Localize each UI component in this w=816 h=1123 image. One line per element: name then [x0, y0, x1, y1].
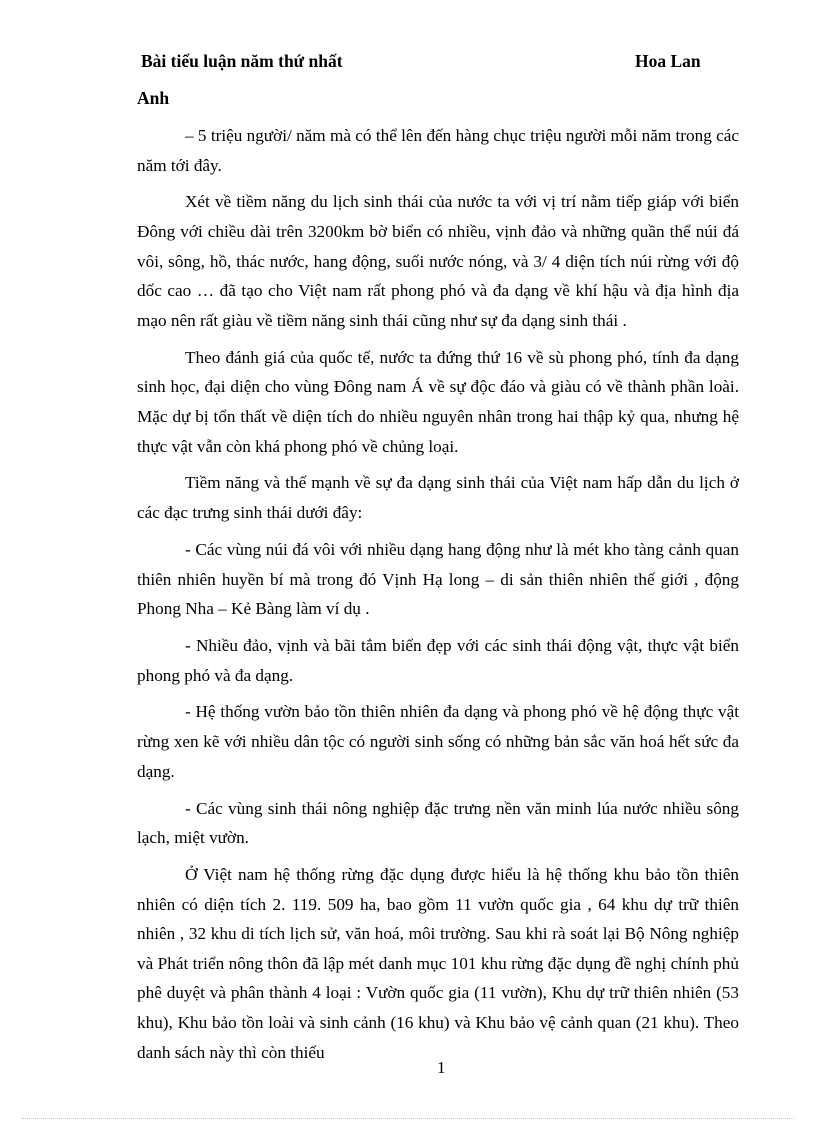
header-author: Hoa Lan	[635, 51, 701, 71]
header-author-continued: Anh	[137, 88, 170, 108]
paragraph: – 5 triệu người/ năm mà có thể lên đến hàng chục triệu người mỗi năm trong các năm tới đây.	[137, 126, 739, 175]
bullet-paragraph: - Nhiều đảo, vịnh và bãi tắm biển đẹp với các sinh thái động vật, thực vật biển phong phó và đa dạng.	[137, 635, 739, 685]
page-divider	[22, 1118, 794, 1119]
paragraph: Theo đánh giá của quốc tế, nước ta đứng thứ 16 về sù phong phó, tính đa dạng sinh học, đại diện cho vùng Đông nam Á về sự độc đáo và giàu có về thành phần loài. Mặc dự bị tổn thất về diện tích do nhiều nguyên nhân trong hai thập kỷ qua, nhưng hệ thực vật vẫn còn khá phong phó về chủng loại.	[137, 347, 739, 456]
paragraph: Tiềm năng và thế mạnh về sự đa dạng sinh thái của Việt nam hấp dẫn du lịch ở các đạc trưng sinh thái dưới đây:	[137, 473, 739, 523]
bullet-paragraph: - Các vùng núi đá vôi với nhiều dạng hang động như là mét kho tàng cảnh quan thiên nhiên huyền bí mà trong đó Vịnh Hạ long – di sản thiên nhiên thế giới , động Phong Nha – Kẻ Bàng làm ví dụ .	[137, 539, 739, 619]
bullet-paragraph: - Các vùng sinh thái nông nghiệp đặc trưng nền văn minh lúa nước nhiều sông lạch, miệt vườn.	[137, 798, 739, 848]
paragraph: Ở Việt nam hệ thống rừng đặc dụng được hiểu là hệ thống khu bảo tồn thiên nhiên có diện tích 2. 119. 509 ha, bao gồm 11 vườn quốc gia , 64 khu dự trữ thiên nhiên , 32 khu di tích lịch sử, văn hoá, môi trường. Sau khi rà soát lại Bộ Nông nghiệp và Phát triển nông thôn đã lập mét danh mục 101 khu rừng đặc dụng đề nghị chính phủ phê duyệt và phân thành 4 loại : Vườn quốc gia (11 vườn), Khu dự trữ thiên nhiên (53 khu), Khu bảo tồn loài và sinh cảnh (16 khu) và Khu bảo vệ cảnh quan (21 khu). Theo danh sách này thì còn thiếu	[137, 865, 739, 1062]
header-title: Bài tiểu luận năm thứ nhất	[141, 51, 343, 71]
paragraph: Xét về tiềm năng du lịch sinh thái của nước ta với vị trí nằm tiếp giáp với biển Đông với chiều dài trên 3200km bờ biển có nhiều, vịnh đảo và những quần thể núi đá vôi, sông, hồ, thác nước, hang động, suối nước nóng, và 3/ 4 diện tích núi rừng với độ dốc cao … đã tạo cho Việt nam rất phong phó và đa dạng về khí hậu và địa hình địa mạo nên rất giàu về tiềm năng sinh thái cũng như sự đa dạng sinh thái .	[137, 192, 739, 330]
bullet-paragraph: - Hệ thống vườn bảo tồn thiên nhiên đa dạng và phong phó về hệ động thực vật rừng xen kẽ với nhiều dân tộc có người sinh sống có những bản sắc văn hoá hết sức đa dạng.	[137, 702, 739, 781]
page-number: 1	[437, 1058, 446, 1077]
body-text	[137, 121, 739, 1074]
